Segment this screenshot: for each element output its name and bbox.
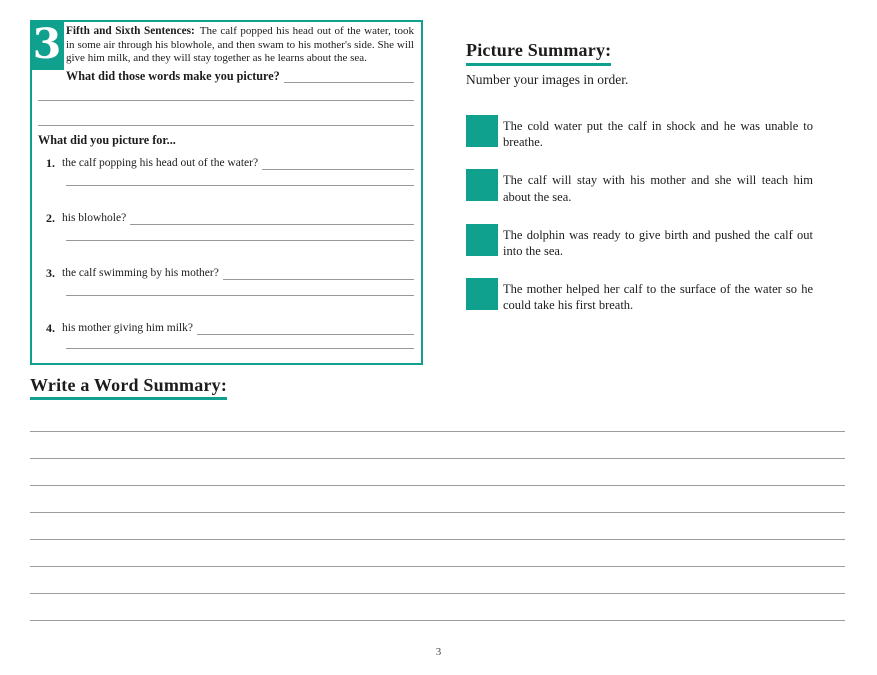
question-number: 1. [46,155,55,170]
writing-line [30,432,845,459]
sentence-text: The calf popped his head out of the water, took in some air through his blowhole, and then swam to his mother's side. She will give him milk, and they will stay together as he learns about the sea. [66,25,414,65]
question-text: his blowhole? [62,211,127,224]
answer-line [38,84,414,101]
writing-line [30,540,845,567]
question-number: 3. [46,265,55,280]
picture-summary-text: The calf will stay with his mother and she will teach him about the sea. [503,173,813,204]
answer-blank [223,270,414,280]
question-text: his mother giving him milk? [62,321,193,334]
answer-line [66,336,414,349]
answer-blank [284,73,414,83]
picture-for-heading: What did you picture for... [38,132,176,147]
sentence-activity-box [30,20,423,365]
order-number-box [466,278,498,310]
answer-blank [130,215,414,225]
question-text: the calf swimming by his mother? [62,266,219,279]
answer-blank [262,160,414,170]
picture-summary-item [466,278,814,313]
page-number: 3 [435,646,442,658]
answer-line [38,101,414,126]
picture-summary-text: The cold water put the calf in shock and he was unable to breathe. [503,119,813,150]
picture-prompt-row [66,69,414,84]
answer-line [66,281,414,296]
word-summary-heading: Write a Word Summary: [30,375,227,400]
writing-line [30,486,845,513]
picture-summary-text: The dolphin was ready to give birth and pushed the calf out into the sea. [503,227,813,259]
picture-summary-list [466,115,814,333]
writing-line [30,567,845,594]
question-text: the calf popping his head out of the water? [62,156,259,169]
writing-line [30,405,845,432]
question-block [42,156,414,211]
picture-summary-text: The mother helped her calf to the surface of the water so he could take his first breath. [503,282,813,313]
answer-blank [197,325,414,335]
order-number-box [466,169,498,201]
writing-line [30,459,845,486]
question-row [42,321,414,336]
picture-summary-heading: Picture Summary: [466,40,611,66]
picture-summary-item [466,115,814,150]
answer-line [66,226,414,241]
picture-summary-item [466,169,814,204]
word-summary-lines [30,405,845,621]
question-row [42,266,414,281]
question-block [42,266,414,321]
question-block [42,321,414,376]
step-number-badge: 3 [30,20,64,70]
question-row [42,156,414,171]
order-number-box [466,224,498,256]
sentence-paragraph [66,25,414,66]
question-row [42,211,414,226]
question-number: 2. [46,210,55,225]
writing-line [30,513,845,540]
answer-line [66,171,414,186]
picture-prompt-label: What did those words make you picture? [66,68,280,83]
order-number-box [466,115,498,147]
question-block [42,211,414,266]
writing-line [30,594,845,621]
sentence-label: Fifth and Sixth Sentences: [66,25,195,37]
picture-summary-item [466,224,814,259]
picture-summary-instruction: Number your images in order. [466,72,629,87]
question-number: 4. [46,320,55,335]
